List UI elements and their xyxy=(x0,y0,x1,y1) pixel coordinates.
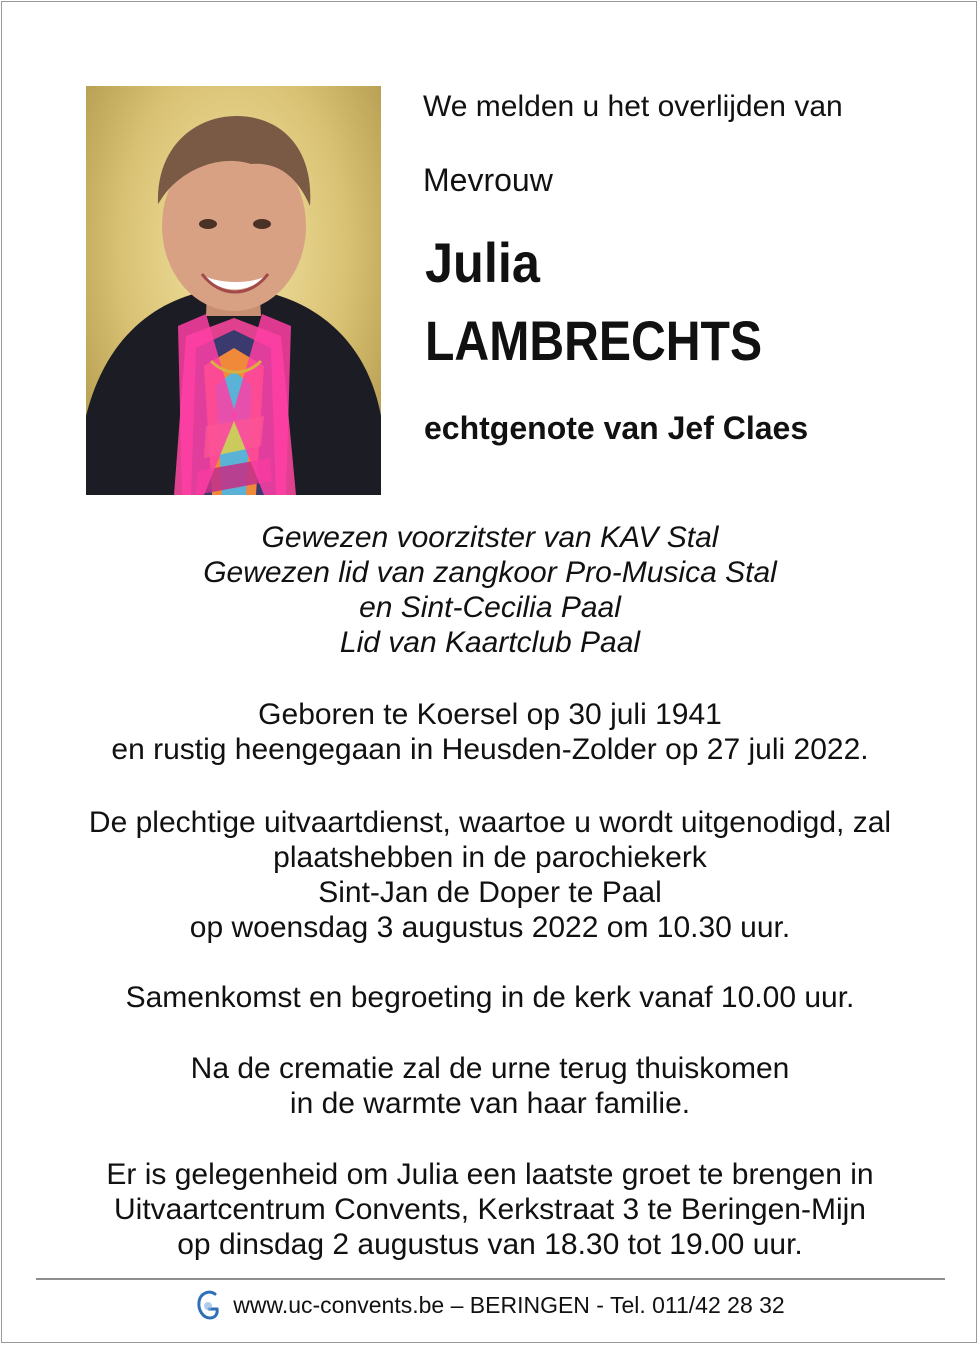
deceased-first-name: Julia xyxy=(425,231,540,294)
honorific: Mevrouw xyxy=(423,162,553,198)
spouse-line: echtgenote van Jef Claes xyxy=(424,410,809,446)
deceased-last-name: LAMBRECHTS xyxy=(425,309,763,372)
funeral-home-logo-icon xyxy=(195,1288,221,1322)
birth-death-block xyxy=(0,697,980,767)
footer-contact-text: www.uc-convents.be – BERINGEN - Tel. 011/42 28 32 xyxy=(233,1292,785,1318)
visitation-line: Uitvaartcentrum Convents, Kerkstraat 3 te Beringen-Mijn xyxy=(114,1193,866,1226)
role-line: Gewezen lid van zangkoor Pro-Musica Stal xyxy=(203,556,777,589)
role-line: Lid van Kaartclub Paal xyxy=(339,626,641,659)
urn-line: Na de crematie zal de urne terug thuiskomen xyxy=(190,1052,790,1085)
service-line: plaatshebben in de parochiekerk xyxy=(273,841,707,874)
portrait-photo xyxy=(86,86,381,495)
visitation-block xyxy=(0,1157,980,1262)
urn-line: in de warmte van haar familie. xyxy=(289,1087,691,1120)
roles-block xyxy=(0,520,980,660)
footer-divider xyxy=(36,1278,945,1280)
visitation-line: Er is gelegenheid om Julia een laatste groet te brengen in xyxy=(106,1158,874,1191)
birth-line: Geboren te Koersel op 30 juli 1941 xyxy=(258,698,722,731)
service-line: op woensdag 3 augustus 2022 om 10.30 uur. xyxy=(189,911,791,944)
service-line: Sint-Jan de Doper te Paal xyxy=(318,876,662,909)
announcement-intro: We melden u het overlijden van xyxy=(423,90,843,123)
meeting-block xyxy=(0,980,980,1015)
portrait-illustration xyxy=(86,86,381,495)
meeting-line: Samenkomst en begroeting in de kerk vanaf 10.00 uur. xyxy=(125,981,855,1014)
role-line: Gewezen voorzitster van KAV Stal xyxy=(261,521,719,554)
urn-block xyxy=(0,1051,980,1121)
death-line: en rustig heengegaan in Heusden-Zolder op 27 juli 2022. xyxy=(111,733,869,766)
role-line: en Sint-Cecilia Paal xyxy=(359,591,621,624)
service-block xyxy=(0,805,980,945)
service-line: De plechtige uitvaartdienst, waartoe u wordt uitgenodigd, zal xyxy=(88,806,892,839)
footer xyxy=(0,1288,980,1331)
visitation-line: op dinsdag 2 augustus van 18.30 tot 19.00 uur. xyxy=(177,1228,803,1261)
